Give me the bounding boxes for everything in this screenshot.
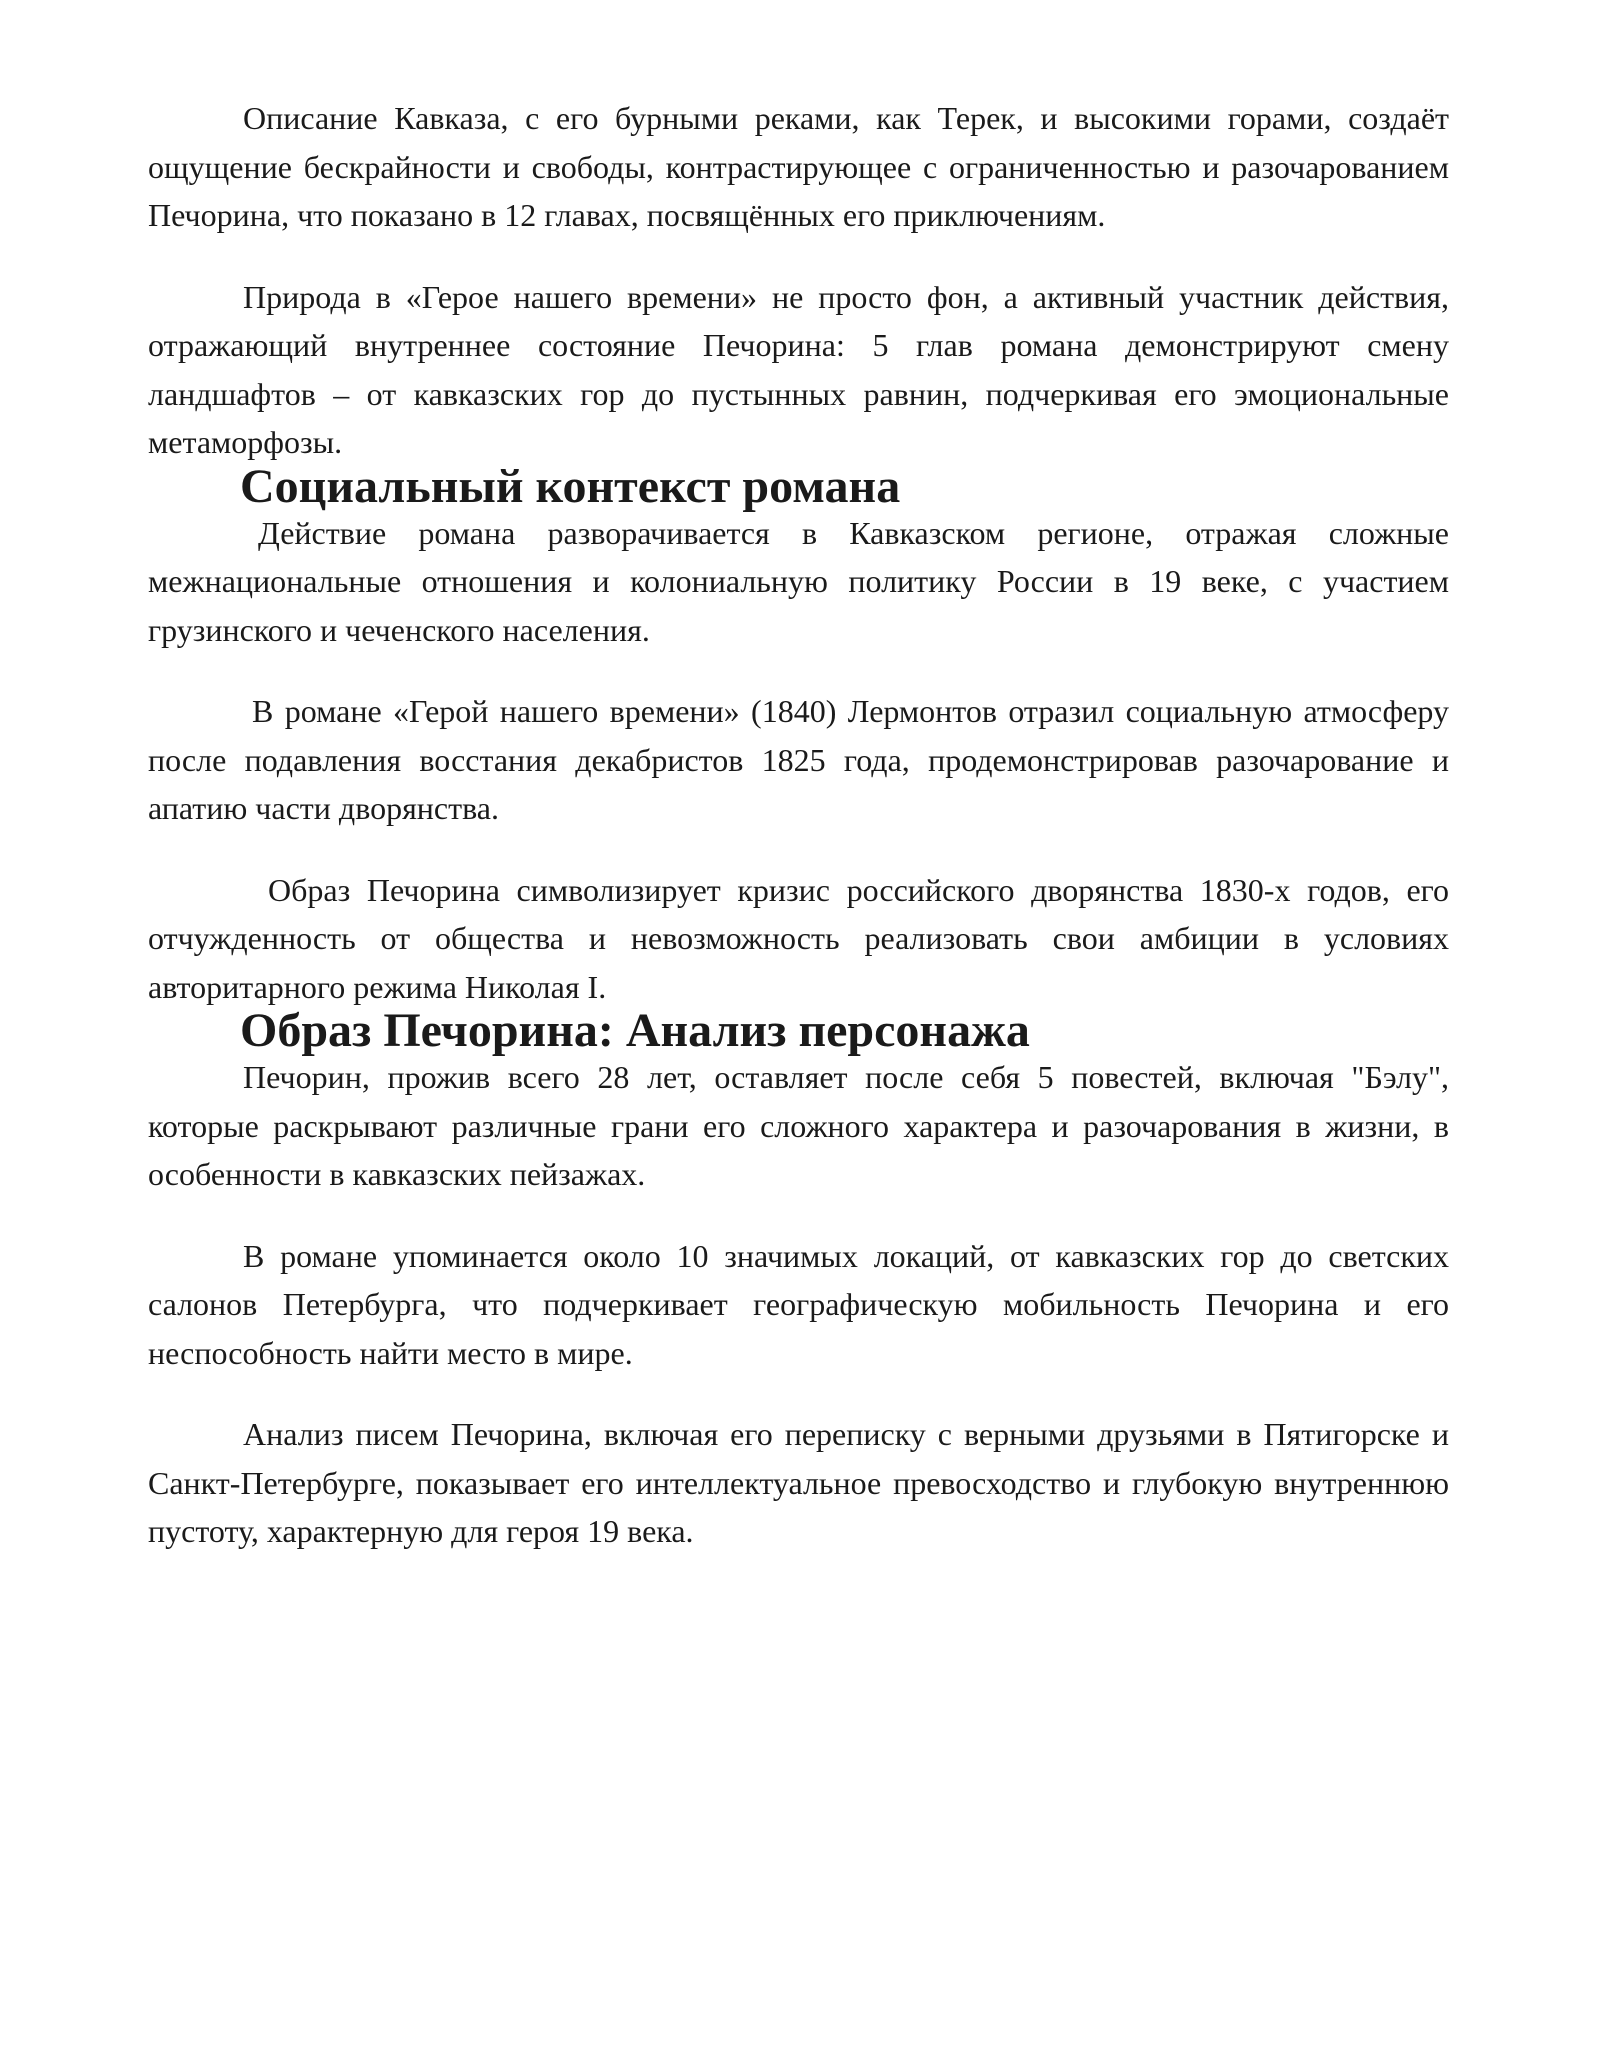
heading-pechorin-image: Образ Печорина: Анализ персонажа <box>240 1004 1030 1057</box>
paragraph-pechorin-stories: Печорин, прожив всего 28 лет, оставляет после себя 5 повестей, включая "Бэлу", которые раскрывают различные грани его сложного характера и разочарования в жизни, в особенности в кавказских пейзажах. <box>148 1059 1449 1192</box>
paragraph-letters-analysis: Анализ писем Печорина, включая его переписку с верными друзьями в Пятигорске и Санкт-Петербурге, показывает его интеллектуальное превосходство и глубокую внутреннюю пустоту, характерную для героя 19 века. <box>148 1416 1449 1549</box>
heading-social-context: Социальный контекст романа <box>240 459 901 513</box>
paragraph-nature-role: Природа в «Герое нашего времени» не просто фон, а активный участник действия, отражающий внутреннее состояние Печорина: 5 глав романа демонстрируют смену ландшафтов – от кавказских гор до пустынных равнин, подчеркивая его эмоциональные метаморфозы. <box>148 278 1449 460</box>
paragraph-locations: В романе упоминается около 10 значимых локаций, от кавказских гор до светских салонов Петербурга, что подчеркивает географическую мобильность Печорина и его неспособность найти место в мире. <box>148 1237 1449 1371</box>
paragraph-caucasus-description: Описание Кавказа, с его бурными реками, как Терек, и высокими горами, создаёт ощущение бескрайности и свободы, контрастирующее с ограниченностью и разочарованием Печорина, что показано в 12 главах, посвящённых его приключениям. <box>148 100 1449 233</box>
document-page <box>148 94 1449 1556</box>
paragraph-caucasus-region: Действие романа разворачивается в Кавказском регионе, отражая сложные межнациональные отношения и колониальную политику России в 19 веке, с участием грузинского и чеченского населения. <box>148 514 1449 648</box>
paragraph-nobility-crisis: Образ Печорина символизирует кризис российского дворянства 1830-х годов, его отчужденность от общества и невозможность реализовать свои амбиции в условиях авторитарного режима Николая I. <box>148 871 1449 1005</box>
paragraph-decembrists: В романе «Герой нашего времени» (1840) Лермонтов отразил социальную атмосферу после подавления восстания декабристов 1825 года, продемонстрировав разочарование и апатию части дворянства. <box>148 693 1449 826</box>
